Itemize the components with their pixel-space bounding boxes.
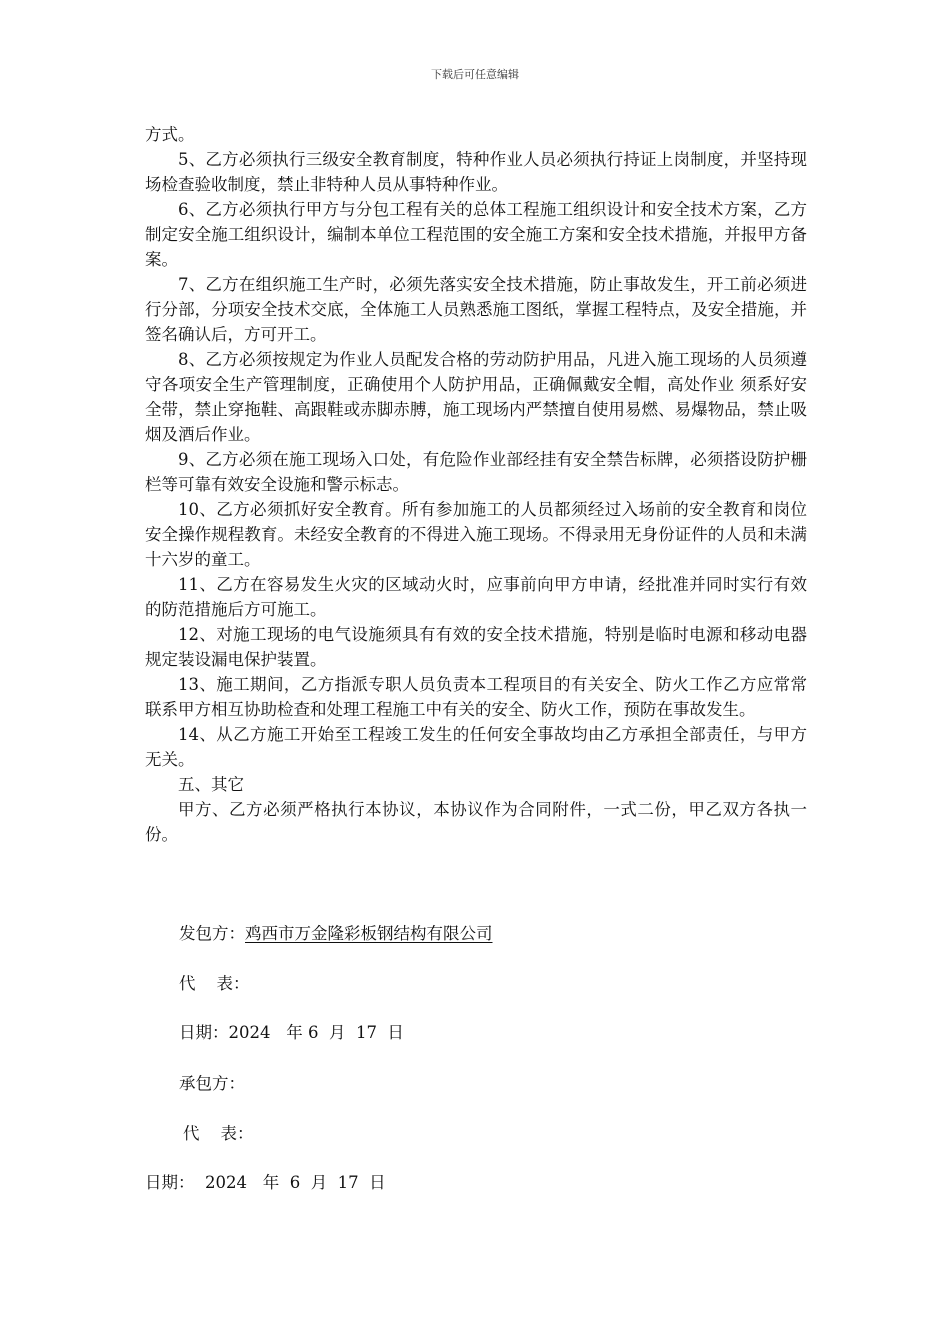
party-a-line bbox=[179, 921, 493, 946]
paragraph-item-9: 9、乙方必须在施工现场入口处，有危险作业部经挂有安全禁告标牌，必须搭设防护栅栏等可靠有效安全设施和警示标志。 bbox=[145, 450, 807, 494]
paragraph-item-14: 14、从乙方施工开始至工程竣工发生的任何安全事故均由乙方承担全部责任，与甲方无关。 bbox=[145, 725, 807, 769]
party-a-representative: 代 表： bbox=[179, 974, 250, 993]
paragraph-item-10: 10、乙方必须抓好安全教育。所有参加施工的人员都须经过入场前的安全教育和岗位安全操作规程教育。未经安全教育的不得进入施工现场。不得录用无身份证件的人员和未满十六岁的童工。 bbox=[145, 500, 807, 569]
party-b-date: 日期： 2024 年 6 月 17 日 bbox=[145, 1173, 386, 1192]
paragraph-closing: 甲方、乙方必须严格执行本协议，本协议作为合同附件，一式二份，甲乙双方各执一份。 bbox=[145, 800, 807, 844]
paragraph-item-6: 6、乙方必须执行甲方与分包工程有关的总体工程施工组织设计和安全技术方案，乙方制定安全施工组织设计，编制本单位工程范围的安全施工方案和安全技术措施，并报甲方备案。 bbox=[145, 200, 807, 269]
party-b-representative: 代 表： bbox=[183, 1124, 254, 1143]
party-b-label: 承包方： bbox=[179, 1074, 245, 1093]
party-a-company: 鸡西市万金隆彩板钢结构有限公司 bbox=[245, 924, 493, 943]
paragraph-item-7: 7、乙方在组织施工生产时，必须先落实安全技术措施，防止事故发生，开工前必须进行分部，分项安全技术交底，全体施工人员熟悉施工图纸，掌握工程特点，及安全措施，并签名确认后，方可开工。 bbox=[145, 275, 807, 344]
section-heading-other: 五、其它 bbox=[178, 775, 244, 794]
paragraph-item-11: 11、乙方在容易发生火灾的区域动火时，应事前向甲方申请，经批准并同时实行有效的防范措施后方可施工。 bbox=[145, 575, 807, 619]
paragraph-item-12: 12、对施工现场的电气设施须具有有效的安全技术措施，特别是临时电源和移动电器规定装设漏电保护装置。 bbox=[145, 625, 807, 669]
paragraph-item-5: 5、乙方必须执行三级安全教育制度，特种作业人员必须执行持证上岗制度，并坚持现场检查验收制度，禁止非特种人员从事特种作业。 bbox=[145, 150, 807, 194]
party-a-date: 日期：2024 年 6 月 17 日 bbox=[179, 1023, 404, 1042]
paragraph-item-13: 13、施工期间，乙方指派专职人员负责本工程项目的有关安全、防火工作乙方应常常联系甲方相互协助检查和处理工程施工中有关的安全、防火工作，预防在事故发生。 bbox=[145, 675, 807, 719]
page-header-note: 下载后可任意编辑 bbox=[431, 68, 519, 81]
paragraph-continuation: 方式。 bbox=[145, 125, 195, 144]
document-body bbox=[145, 122, 807, 847]
party-a-label: 发包方： bbox=[179, 924, 245, 943]
paragraph-item-8: 8、乙方必须按规定为作业人员配发合格的劳动防护用品，凡进入施工现场的人员须遵守各项安全生产管理制度，正确使用个人防护用品，正确佩戴安全帽，高处作业 须系好安全带，禁止穿拖鞋、高跟鞋或赤脚赤膊，施工现场内严禁擅自使用易燃、易爆物品，禁止吸烟及酒后作业。 bbox=[145, 350, 807, 444]
